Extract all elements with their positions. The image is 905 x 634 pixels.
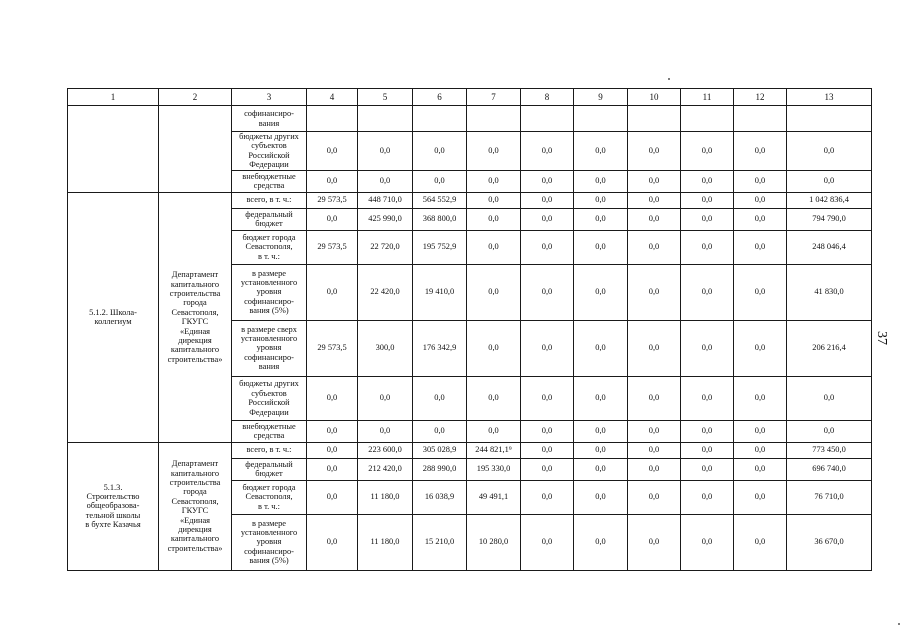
amount-cell <box>628 106 681 132</box>
scan-speck <box>898 623 900 625</box>
amount-cell: 49 491,1 <box>467 480 521 514</box>
amount-cell: 0,0 <box>521 458 574 480</box>
amount-cell: 0,0 <box>521 132 574 171</box>
amount-cell: 0,0 <box>734 480 787 514</box>
amount-cell: 0,0 <box>521 514 574 570</box>
col-header: 7 <box>467 89 521 106</box>
amount-cell: 0,0 <box>467 376 521 420</box>
amount-cell: 0,0 <box>681 420 734 442</box>
col-header: 5 <box>358 89 413 106</box>
funding-source-cell: внебюджетные средства <box>232 420 307 442</box>
table-row <box>68 442 872 458</box>
amount-cell: 0,0 <box>467 208 521 230</box>
amount-cell <box>574 106 628 132</box>
amount-cell: 0,0 <box>467 264 521 320</box>
amount-cell: 0,0 <box>787 170 872 192</box>
amount-cell: 0,0 <box>521 376 574 420</box>
executor-cell <box>159 106 232 193</box>
col-header: 6 <box>413 89 467 106</box>
funding-source-cell: в размере сверх установленного уровня софинансиро- вания <box>232 320 307 376</box>
col-header: 1 <box>68 89 159 106</box>
amount-cell: 0,0 <box>628 264 681 320</box>
amount-cell: 0,0 <box>521 170 574 192</box>
amount-cell: 19 410,0 <box>413 264 467 320</box>
amount-cell: 0,0 <box>521 480 574 514</box>
amount-cell: 0,0 <box>307 376 358 420</box>
amount-cell: 223 600,0 <box>358 442 413 458</box>
amount-cell: 0,0 <box>628 514 681 570</box>
amount-cell <box>521 106 574 132</box>
amount-cell: 15 210,0 <box>413 514 467 570</box>
amount-cell <box>467 106 521 132</box>
amount-cell: 0,0 <box>574 230 628 264</box>
amount-cell: 0,0 <box>734 442 787 458</box>
amount-cell: 794 790,0 <box>787 208 872 230</box>
amount-cell: 0,0 <box>628 192 681 208</box>
amount-cell: 0,0 <box>681 458 734 480</box>
funding-source-cell: софинансиро- вания <box>232 106 307 132</box>
funding-source-cell: всего, в т. ч.: <box>232 442 307 458</box>
amount-cell: 10 280,0 <box>467 514 521 570</box>
amount-cell: 0,0 <box>521 264 574 320</box>
amount-cell: 0,0 <box>574 420 628 442</box>
col-header: 4 <box>307 89 358 106</box>
funding-source-cell: в размере установленного уровня софинансиро- вания (5%) <box>232 264 307 320</box>
amount-cell: 0,0 <box>734 264 787 320</box>
col-header: 2 <box>159 89 232 106</box>
amount-cell: 22 720,0 <box>358 230 413 264</box>
amount-cell: 0,0 <box>521 420 574 442</box>
amount-cell: 288 990,0 <box>413 458 467 480</box>
amount-cell: 195 330,0 <box>467 458 521 480</box>
amount-cell: 0,0 <box>681 320 734 376</box>
funding-source-cell: федеральный бюджет <box>232 458 307 480</box>
amount-cell: 0,0 <box>307 480 358 514</box>
amount-cell: 0,0 <box>681 442 734 458</box>
amount-cell: 36 670,0 <box>787 514 872 570</box>
amount-cell <box>358 106 413 132</box>
amount-cell: 0,0 <box>681 480 734 514</box>
amount-cell: 0,0 <box>681 514 734 570</box>
amount-cell: 41 830,0 <box>787 264 872 320</box>
amount-cell: 0,0 <box>467 170 521 192</box>
amount-cell: 0,0 <box>628 458 681 480</box>
amount-cell: 0,0 <box>307 458 358 480</box>
amount-cell: 0,0 <box>787 420 872 442</box>
amount-cell: 0,0 <box>574 132 628 171</box>
amount-cell <box>734 106 787 132</box>
executor-cell: Департамент капитального строительства города Севастополя, ГКУГС «Единая дирекция капитального строительства» <box>159 442 232 570</box>
funding-source-cell: бюджет города Севастополя, в т. ч.: <box>232 480 307 514</box>
amount-cell: 0,0 <box>574 208 628 230</box>
amount-cell: 0,0 <box>413 376 467 420</box>
col-header: 12 <box>734 89 787 106</box>
amount-cell: 0,0 <box>467 420 521 442</box>
amount-cell: 0,0 <box>358 376 413 420</box>
amount-cell: 0,0 <box>734 170 787 192</box>
col-header: 9 <box>574 89 628 106</box>
amount-cell: 0,0 <box>521 320 574 376</box>
table-row <box>68 106 872 132</box>
executor-cell: Департамент капитального строительства города Севастополя, ГКУГС «Единая дирекция капитального строительства» <box>159 192 232 442</box>
amount-cell: 0,0 <box>681 170 734 192</box>
amount-cell <box>787 106 872 132</box>
amount-cell: 0,0 <box>734 458 787 480</box>
amount-cell: 0,0 <box>574 192 628 208</box>
amount-cell: 368 800,0 <box>413 208 467 230</box>
amount-cell: 0,0 <box>467 192 521 208</box>
amount-cell: 0,0 <box>681 230 734 264</box>
amount-cell: 0,0 <box>628 230 681 264</box>
amount-cell: 773 450,0 <box>787 442 872 458</box>
page-number: 37 <box>874 331 889 345</box>
table-row <box>68 192 872 208</box>
amount-cell: 244 821,1⁹ <box>467 442 521 458</box>
amount-cell: 0,0 <box>574 442 628 458</box>
amount-cell: 0,0 <box>307 514 358 570</box>
amount-cell: 0,0 <box>358 420 413 442</box>
amount-cell: 0,0 <box>574 458 628 480</box>
amount-cell: 0,0 <box>467 320 521 376</box>
amount-cell: 0,0 <box>413 420 467 442</box>
amount-cell: 0,0 <box>574 514 628 570</box>
amount-cell <box>681 106 734 132</box>
amount-cell: 0,0 <box>734 514 787 570</box>
amount-cell: 0,0 <box>787 132 872 171</box>
amount-cell: 0,0 <box>734 132 787 171</box>
amount-cell: 0,0 <box>681 192 734 208</box>
amount-cell: 0,0 <box>574 480 628 514</box>
amount-cell: 195 752,9 <box>413 230 467 264</box>
amount-cell: 0,0 <box>628 132 681 171</box>
amount-cell: 0,0 <box>413 132 467 171</box>
amount-cell: 0,0 <box>358 132 413 171</box>
col-header: 11 <box>681 89 734 106</box>
scan-speck <box>668 78 670 80</box>
amount-cell: 206 216,4 <box>787 320 872 376</box>
amount-cell: 0,0 <box>628 376 681 420</box>
amount-cell: 0,0 <box>681 376 734 420</box>
amount-cell: 425 990,0 <box>358 208 413 230</box>
amount-cell: 0,0 <box>574 170 628 192</box>
amount-cell: 0,0 <box>734 376 787 420</box>
amount-cell: 0,0 <box>467 230 521 264</box>
amount-cell: 0,0 <box>574 320 628 376</box>
amount-cell: 176 342,9 <box>413 320 467 376</box>
amount-cell: 0,0 <box>734 320 787 376</box>
amount-cell: 0,0 <box>307 442 358 458</box>
amount-cell: 300,0 <box>358 320 413 376</box>
amount-cell: 0,0 <box>574 376 628 420</box>
amount-cell: 564 552,9 <box>413 192 467 208</box>
amount-cell: 0,0 <box>574 264 628 320</box>
amount-cell: 0,0 <box>734 208 787 230</box>
budget-table <box>67 88 872 571</box>
amount-cell: 0,0 <box>521 208 574 230</box>
amount-cell: 0,0 <box>681 208 734 230</box>
header-row <box>68 89 872 106</box>
program-item-name: 5.1.2. Школа- коллегиум <box>68 192 159 442</box>
funding-source-cell: в размере установленного уровня софинансиро- вания (5%) <box>232 514 307 570</box>
col-header: 3 <box>232 89 307 106</box>
funding-source-cell: бюджет города Севастополя, в т. ч.: <box>232 230 307 264</box>
amount-cell: 0,0 <box>307 208 358 230</box>
amount-cell: 0,0 <box>358 170 413 192</box>
amount-cell: 305 028,9 <box>413 442 467 458</box>
amount-cell: 212 420,0 <box>358 458 413 480</box>
amount-cell: 0,0 <box>734 230 787 264</box>
amount-cell: 29 573,5 <box>307 192 358 208</box>
amount-cell: 248 046,4 <box>787 230 872 264</box>
amount-cell: 0,0 <box>521 192 574 208</box>
amount-cell <box>413 106 467 132</box>
funding-source-cell: внебюджетные средства <box>232 170 307 192</box>
amount-cell: 16 038,9 <box>413 480 467 514</box>
amount-cell: 696 740,0 <box>787 458 872 480</box>
amount-cell: 0,0 <box>307 132 358 171</box>
amount-cell: 0,0 <box>307 264 358 320</box>
amount-cell: 0,0 <box>681 132 734 171</box>
amount-cell: 0,0 <box>734 192 787 208</box>
amount-cell: 0,0 <box>628 420 681 442</box>
amount-cell: 0,0 <box>307 170 358 192</box>
amount-cell: 0,0 <box>681 264 734 320</box>
funding-source-cell: федеральный бюджет <box>232 208 307 230</box>
amount-cell: 22 420,0 <box>358 264 413 320</box>
amount-cell: 0,0 <box>628 442 681 458</box>
amount-cell: 0,0 <box>628 480 681 514</box>
amount-cell: 0,0 <box>628 170 681 192</box>
amount-cell: 448 710,0 <box>358 192 413 208</box>
amount-cell: 1 042 836,4 <box>787 192 872 208</box>
amount-cell: 11 180,0 <box>358 480 413 514</box>
amount-cell: 0,0 <box>787 376 872 420</box>
funding-source-cell: бюджеты других субъектов Российской Федерации <box>232 132 307 171</box>
amount-cell: 29 573,5 <box>307 230 358 264</box>
amount-cell: 0,0 <box>467 132 521 171</box>
amount-cell: 0,0 <box>521 230 574 264</box>
amount-cell: 0,0 <box>628 208 681 230</box>
amount-cell: 0,0 <box>628 320 681 376</box>
amount-cell: 0,0 <box>521 442 574 458</box>
col-header: 10 <box>628 89 681 106</box>
program-item-name: 5.1.3. Строительство общеобразова- тельной школы в бухте Казачья <box>68 442 159 570</box>
funding-source-cell: бюджеты других субъектов Российской Федерации <box>232 376 307 420</box>
col-header: 13 <box>787 89 872 106</box>
amount-cell: 11 180,0 <box>358 514 413 570</box>
amount-cell: 29 573,5 <box>307 320 358 376</box>
funding-source-cell: всего, в т. ч.: <box>232 192 307 208</box>
amount-cell: 0,0 <box>413 170 467 192</box>
amount-cell: 76 710,0 <box>787 480 872 514</box>
program-item-name <box>68 106 159 193</box>
amount-cell: 0,0 <box>307 420 358 442</box>
amount-cell: 0,0 <box>734 420 787 442</box>
col-header: 8 <box>521 89 574 106</box>
amount-cell <box>307 106 358 132</box>
